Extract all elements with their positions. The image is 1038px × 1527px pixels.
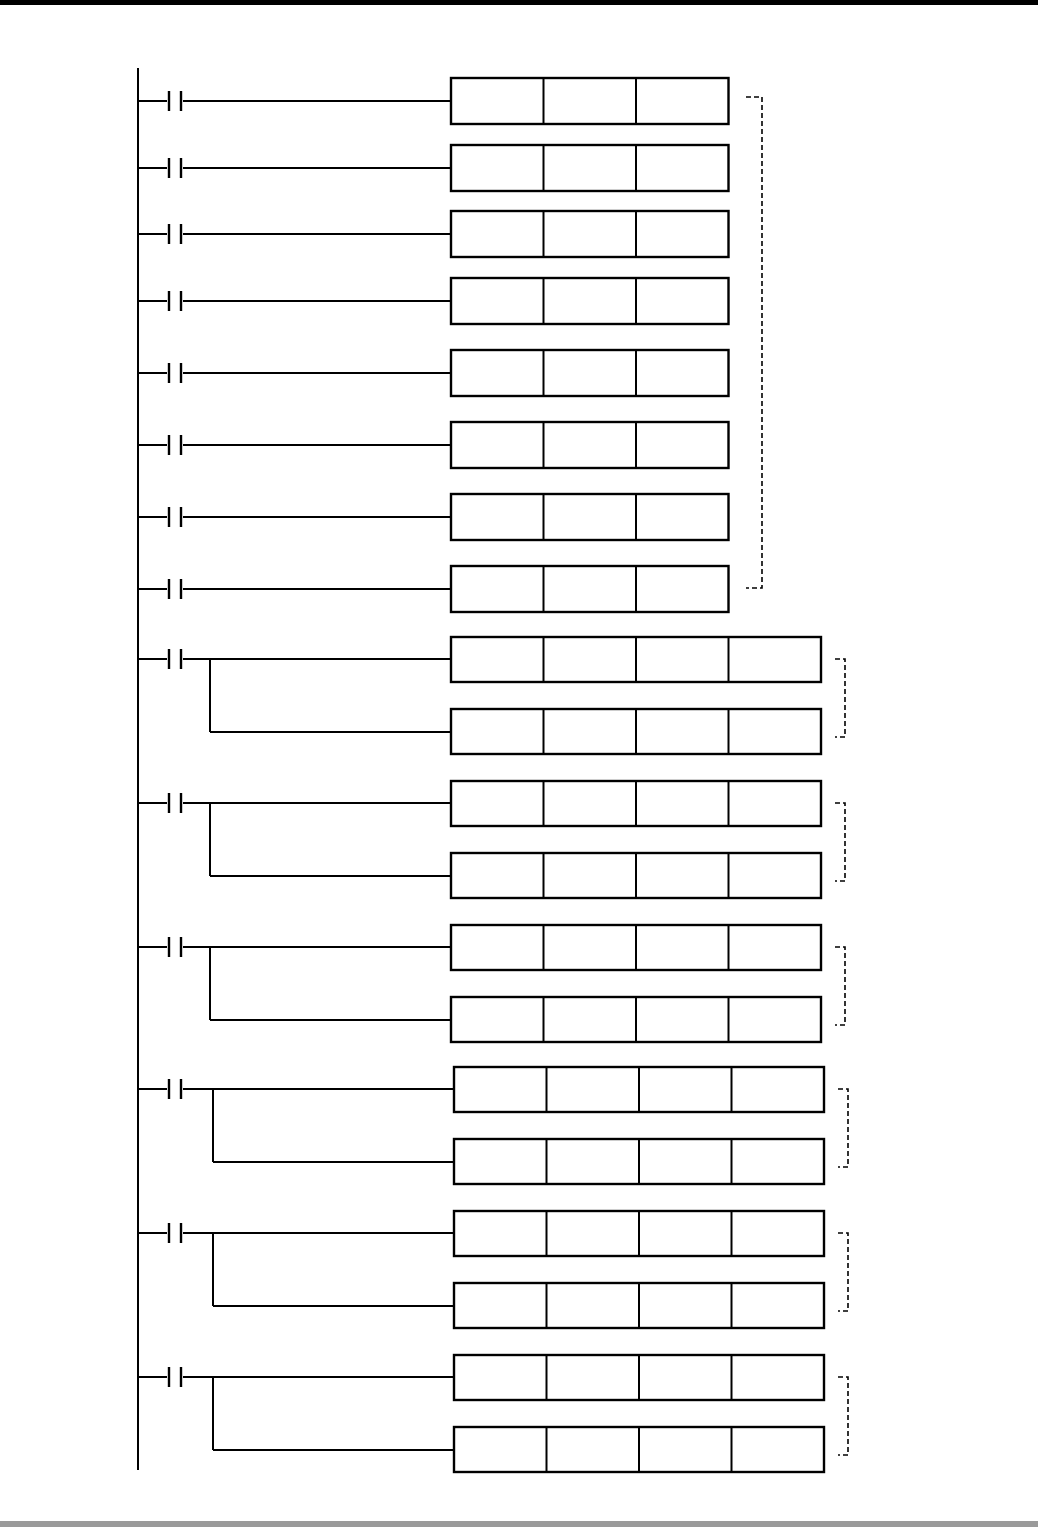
instruction-box <box>451 78 729 124</box>
pair-bracket <box>835 947 845 1025</box>
group-bracket <box>746 97 762 588</box>
pair-bracket <box>838 1377 848 1455</box>
bottom-rule <box>0 1521 1038 1527</box>
pair-bracket <box>835 803 845 881</box>
instruction-box <box>451 422 729 468</box>
pair-bracket <box>835 659 845 737</box>
instruction-box <box>451 145 729 191</box>
pair-bracket <box>838 1233 848 1311</box>
instruction-box <box>451 566 729 612</box>
pair-bracket <box>838 1089 848 1167</box>
instruction-box <box>451 494 729 540</box>
instruction-box <box>451 278 729 324</box>
instruction-box <box>451 211 729 257</box>
instruction-box <box>451 350 729 396</box>
